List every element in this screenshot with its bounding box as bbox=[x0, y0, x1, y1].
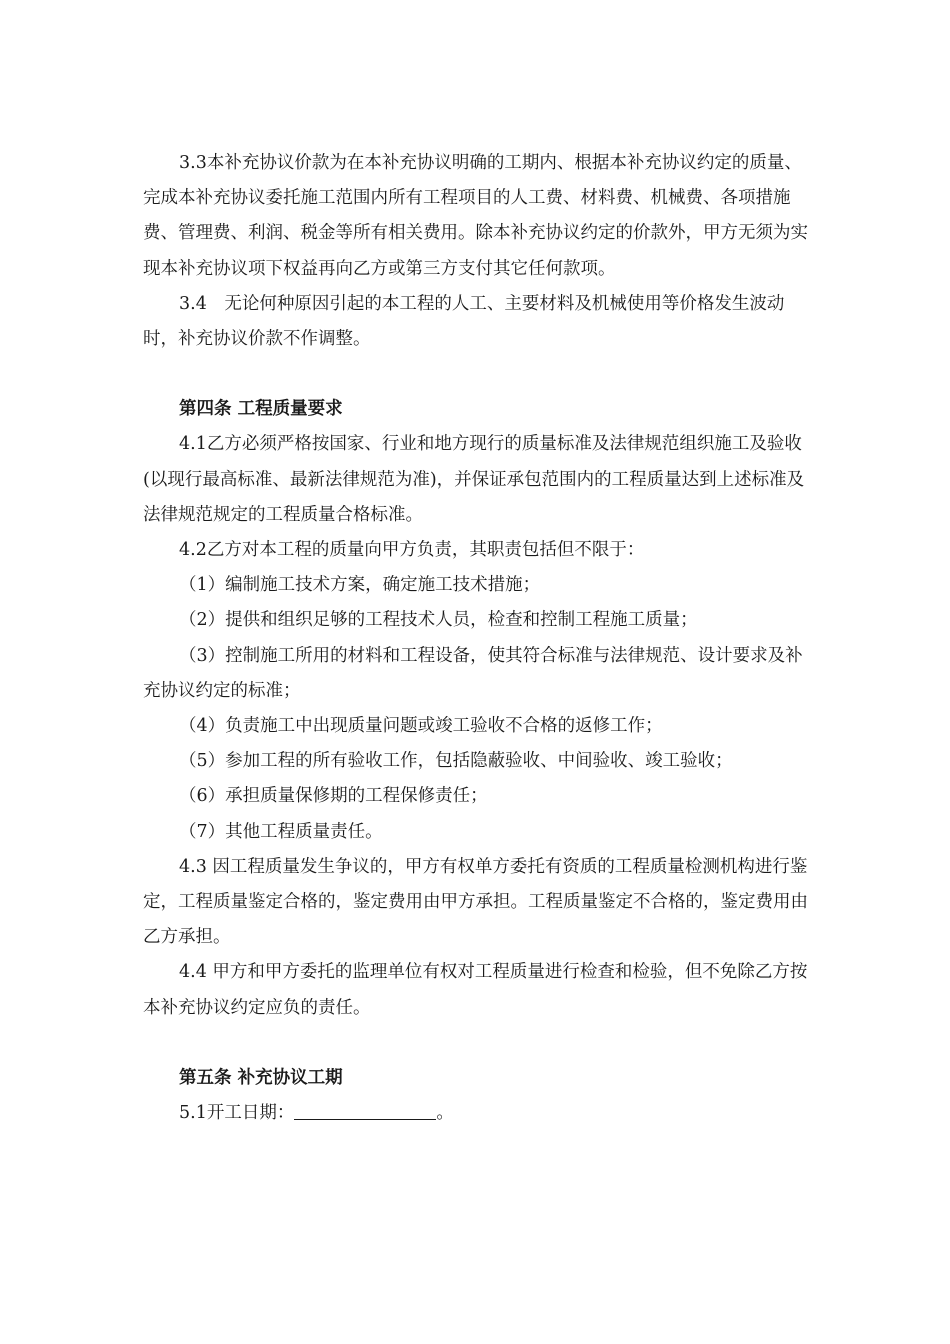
list-item: （1）编制施工技术方案，确定施工技术措施； bbox=[179, 575, 541, 596]
clause-3-3: 3.3本补充协议价款为在本补充协议明确的工期内、根据本补充协议约定的质量、完成本补充协议委托施工范围内所有工程项目的人工费、材料费、机械费、各项措施费、管理费、利润、税金等所有相关费用。除本补充协议约定的价款外，甲方无须为实现本补充协议项下权益再向乙方或第三方支付其它任何款项。 bbox=[143, 153, 808, 279]
list-item: （6）承担质量保修期的工程保修责任； bbox=[179, 786, 488, 807]
list-item: （3）控制施工所用的材料和工程设备，使其符合标准与法律规范、设计要求及补充协议约定的标准； bbox=[143, 645, 803, 701]
clause-5-1 bbox=[143, 1096, 810, 1131]
list-item: （7）其他工程质量责任。 bbox=[179, 821, 383, 842]
clause-4-1: 4.1乙方必须严格按国家、行业和地方现行的质量标准及法律规范组织施工及验收(以现行最高标准、最新法律规范为准)，并保证承包范围内的工程质量达到上述标准及法律规范规定的工程质量合格标准。 bbox=[143, 434, 805, 525]
clause-4-3: 4.3 因工程质量发生争议的，甲方有权单方委托有资质的工程质量检测机构进行鉴定，工程质量鉴定合格的，鉴定费用由甲方承担。工程质量鉴定不合格的，鉴定费用由乙方承担。 bbox=[143, 856, 808, 948]
list-item: （2）提供和组织足够的工程技术人员，检查和控制工程施工质量； bbox=[179, 610, 698, 631]
start-date-end: 。 bbox=[436, 1103, 454, 1124]
start-date-blank bbox=[294, 1097, 436, 1120]
start-date-label: 5.1开工日期： bbox=[179, 1103, 295, 1124]
article-5-heading: 第五条 补充协议工期 bbox=[179, 1067, 343, 1088]
list-item: （4）负责施工中出现质量问题或竣工验收不合格的返修工作； bbox=[179, 716, 663, 737]
article-4-heading: 第四条 工程质量要求 bbox=[179, 399, 343, 420]
clause-3-4: 3.4 无论何种原因引起的本工程的人工、主要材料及机械使用等价格发生波动时，补充协议价款不作调整。 bbox=[143, 293, 785, 350]
list-item: （5）参加工程的所有验收工作，包括隐蔽验收、中间验收、竣工验收； bbox=[179, 751, 733, 772]
clause-4-2: 4.2乙方对本工程的质量向甲方负责，其职责包括但不限于： bbox=[179, 540, 645, 561]
clause-4-4: 4.4 甲方和甲方委托的监理单位有权对工程质量进行检查和检验，但不免除乙方按本补充协议约定应负的责任。 bbox=[143, 962, 808, 1018]
